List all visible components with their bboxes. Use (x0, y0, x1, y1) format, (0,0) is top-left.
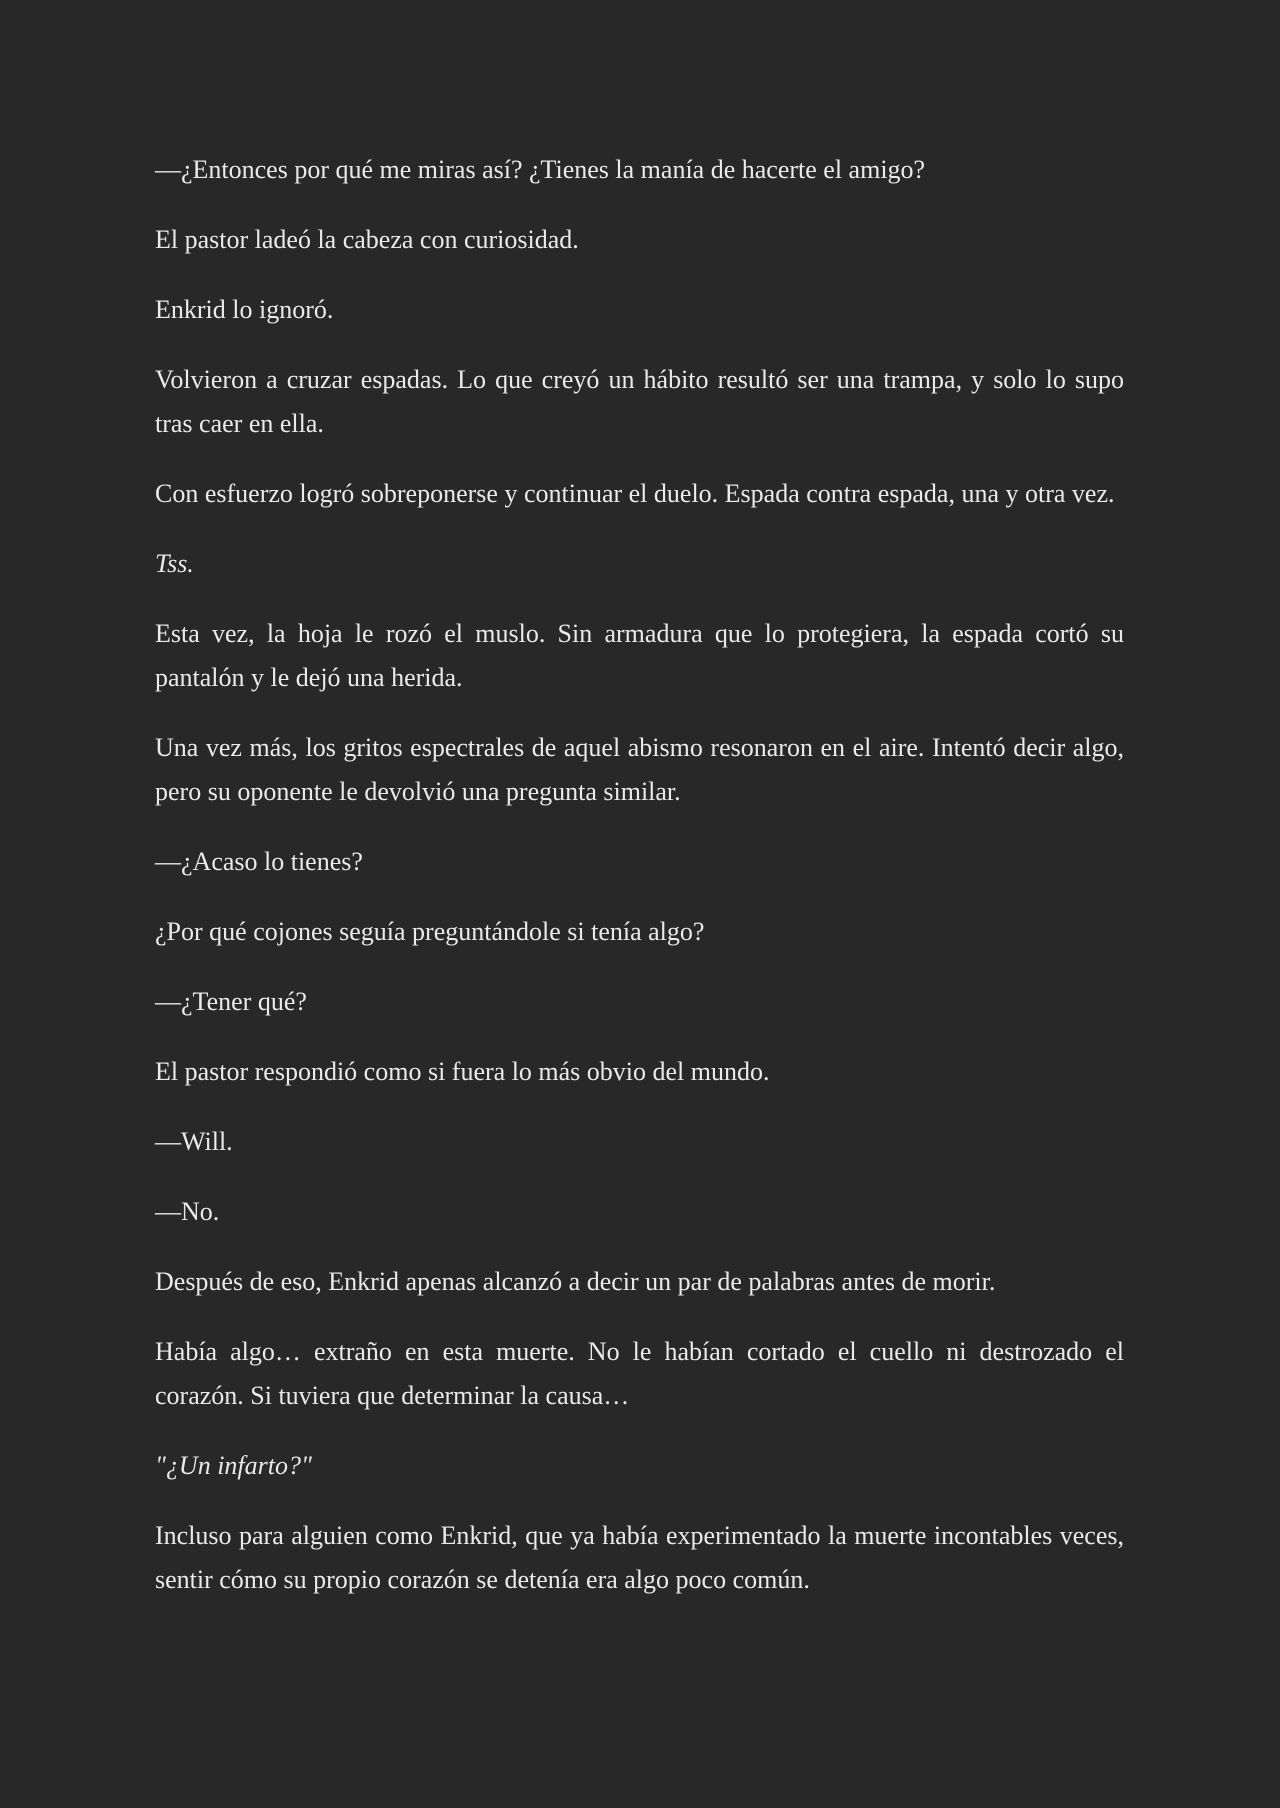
paragraph: Había algo… extraño en esta muerte. No le habían cortado el cuello ni destrozado el corazón. Si tuviera que determinar la causa… (155, 1337, 1124, 1410)
paragraph: —¿Acaso lo tienes? (155, 847, 363, 876)
paragraph: Esta vez, la hoja le rozó el muslo. Sin armadura que lo protegiera, la espada cortó su pantalón y le dejó una herida. (155, 619, 1124, 692)
paragraph: Incluso para alguien como Enkrid, que ya había experimentado la muerte incontables veces, sentir cómo su propio corazón se detenía era algo poco común. (155, 1521, 1124, 1594)
paragraph: ¿Por qué cojones seguía preguntándole si tenía algo? (155, 917, 705, 946)
paragraph: "¿Un infarto?" (155, 1451, 312, 1480)
chapter-text (155, 148, 1124, 1628)
paragraph: Una vez más, los gritos espectrales de aquel abismo resonaron en el aire. Intentó decir algo, pero su oponente le devolvió una pregunta similar. (155, 733, 1124, 806)
paragraph: El pastor ladeó la cabeza con curiosidad. (155, 225, 579, 254)
paragraph: —¿Tener qué? (155, 987, 307, 1016)
paragraph: Después de eso, Enkrid apenas alcanzó a decir un par de palabras antes de morir. (155, 1267, 996, 1296)
paragraph: Volvieron a cruzar espadas. Lo que creyó un hábito resultó ser una trampa, y solo lo supo tras caer en ella. (155, 365, 1124, 438)
paragraph: —Will. (155, 1127, 233, 1156)
paragraph: Enkrid lo ignoró. (155, 295, 334, 324)
paragraph: El pastor respondió como si fuera lo más obvio del mundo. (155, 1057, 770, 1086)
paragraph: Tss. (155, 549, 194, 578)
paragraph: Con esfuerzo logró sobreponerse y continuar el duelo. Espada contra espada, una y otra vez. (155, 479, 1115, 508)
paragraph: —No. (155, 1197, 220, 1226)
paragraph: —¿Entonces por qué me miras así? ¿Tienes la manía de hacerte el amigo? (155, 155, 926, 184)
